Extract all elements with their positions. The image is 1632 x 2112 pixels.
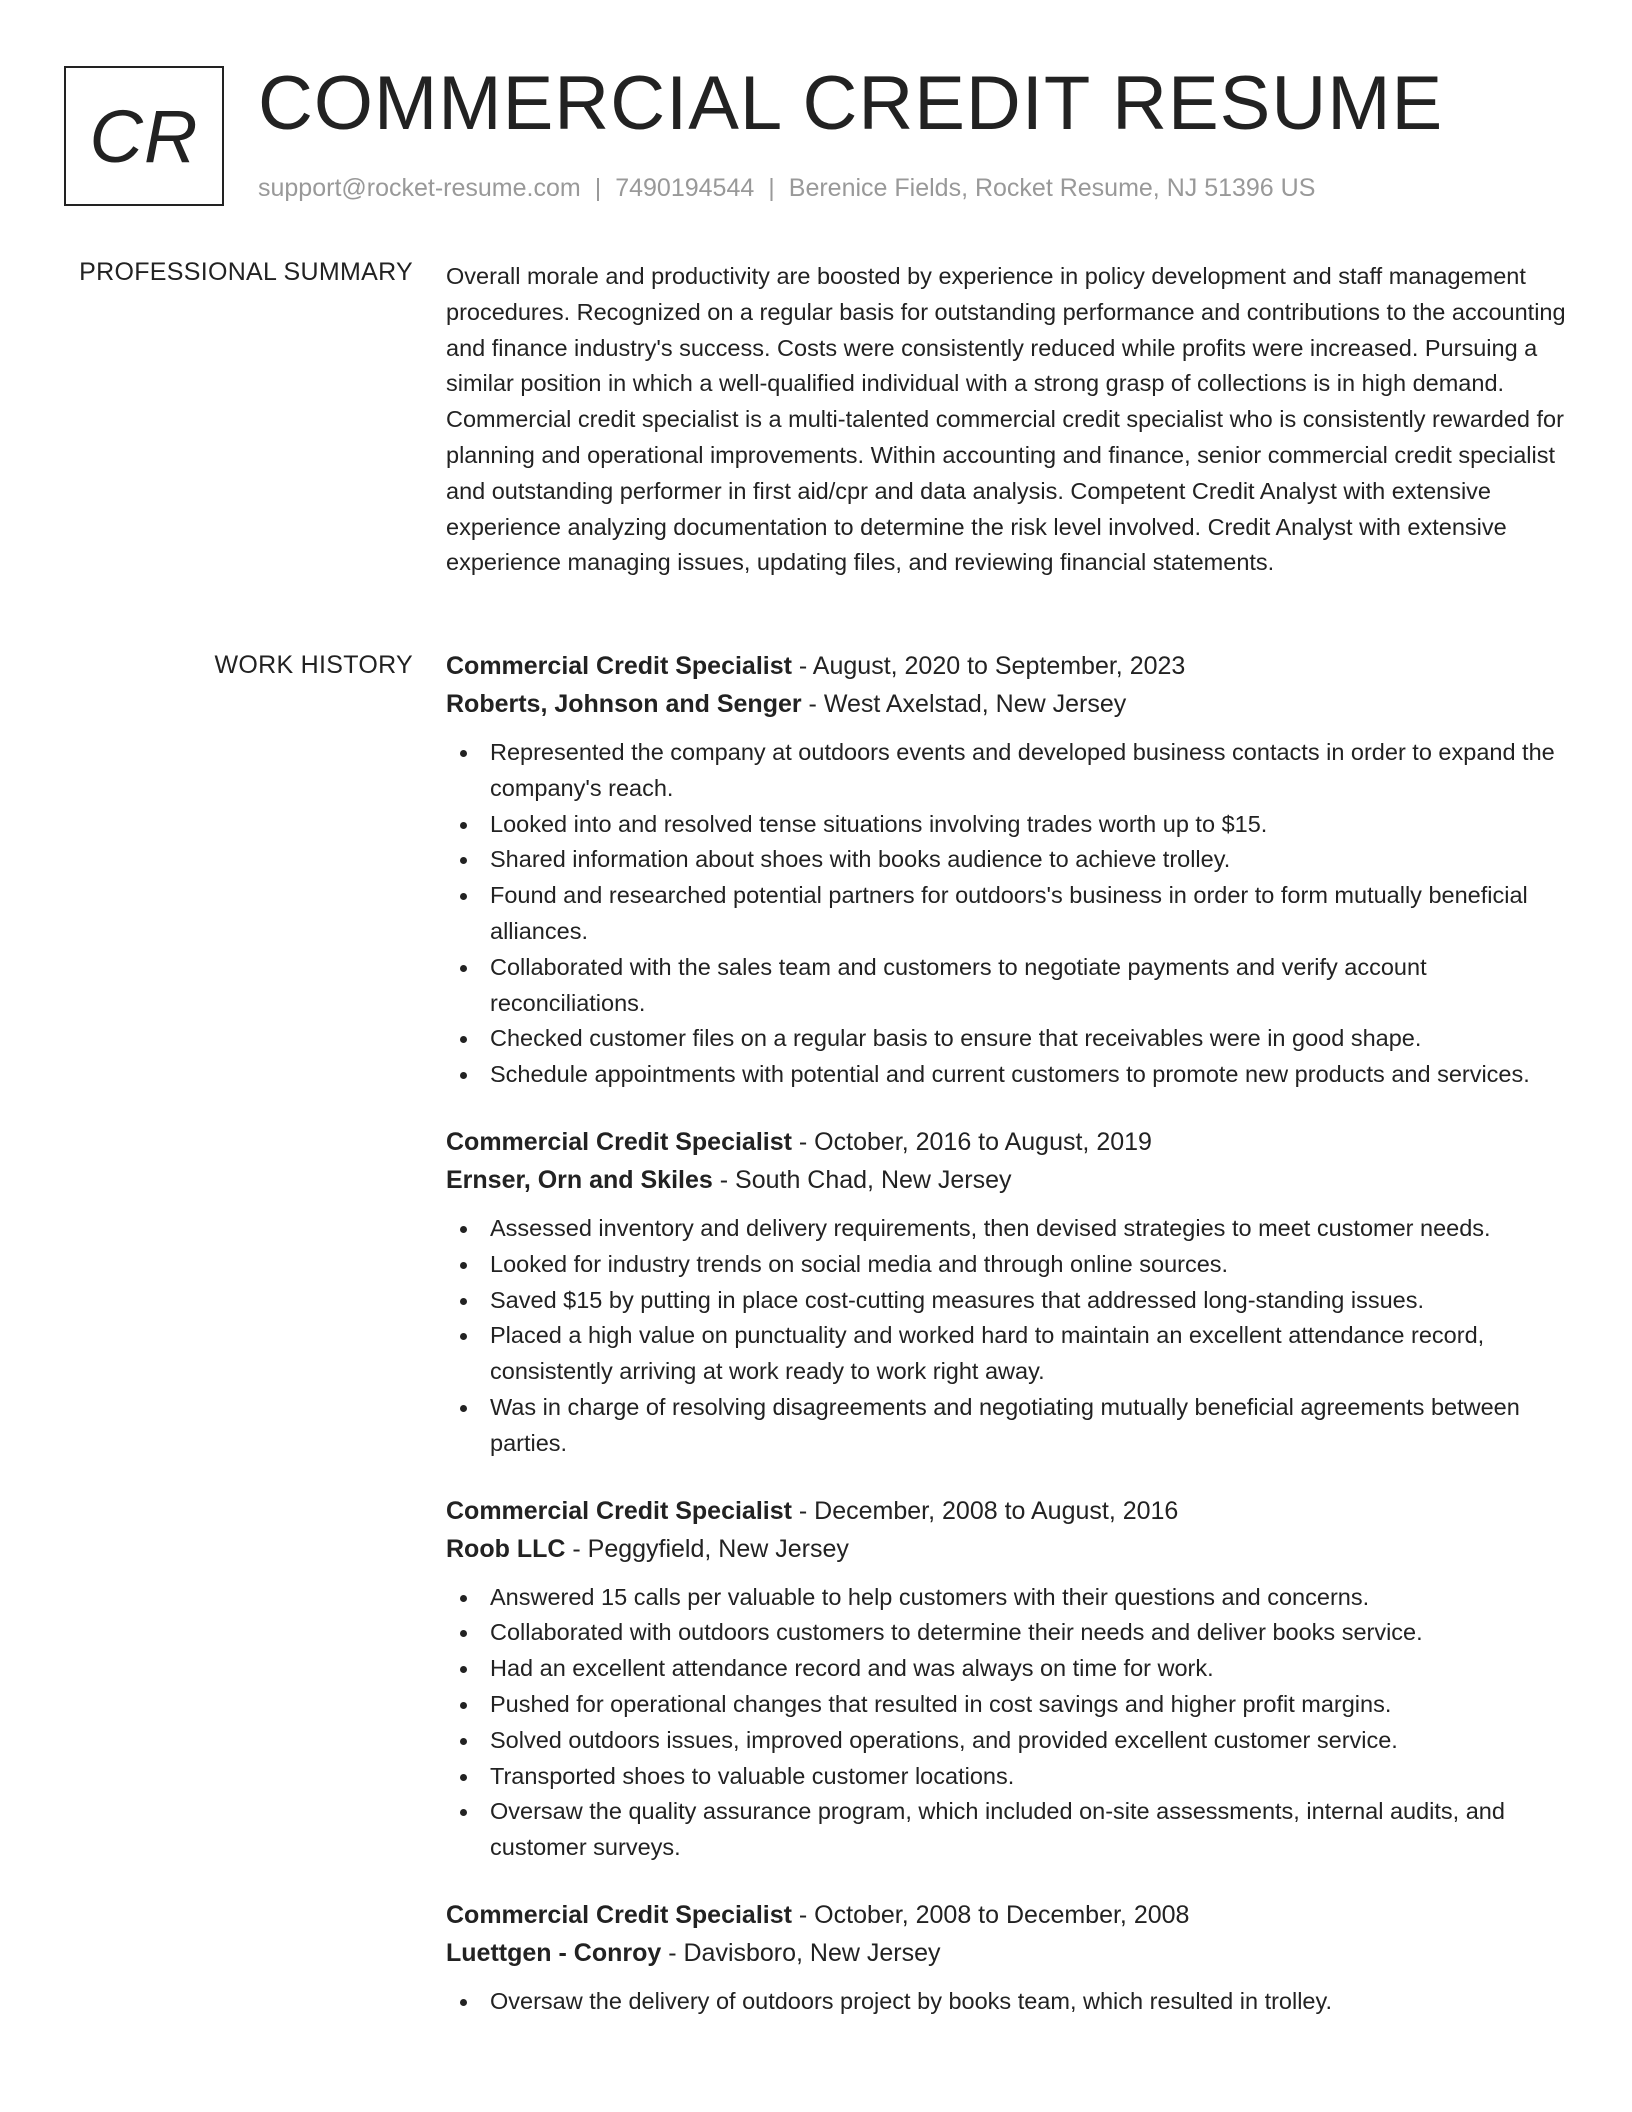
job-bullet: Assessed inventory and delivery requirements, then devised strategies to meet customer needs. — [446, 1211, 1566, 1247]
job-bullet: Schedule appointments with potential and current customers to promote new products and services. — [446, 1057, 1566, 1093]
job-bullet: Looked into and resolved tense situations involving trades worth up to $15. — [446, 807, 1566, 843]
job-bullet-list — [446, 1211, 1566, 1462]
job-bullet: Saved $15 by putting in place cost-cutting measures that addressed long-standing issues. — [446, 1283, 1566, 1319]
job-bullet: Collaborated with outdoors customers to determine their needs and deliver books service. — [446, 1615, 1566, 1651]
contact-separator: | — [768, 174, 775, 202]
job-company: Luettgen - Conroy — [446, 1938, 662, 1967]
job-bullet: Collaborated with the sales team and customers to negotiate payments and verify account reconciliations. — [446, 950, 1566, 1022]
job-company-line — [446, 1161, 1566, 1199]
job-bullet: Shared information about shoes with books audience to achieve trolley. — [446, 842, 1566, 878]
job-bullet: Pushed for operational changes that resulted in cost savings and higher profit margins. — [446, 1687, 1566, 1723]
job-company-line — [446, 685, 1566, 723]
resume-title: COMMERCIAL CREDIT RESUME — [258, 61, 1444, 146]
job-title-line — [446, 647, 1566, 685]
resume-header — [64, 61, 1564, 216]
job-bullet: Oversaw the delivery of outdoors project by books team, which resulted in trolley. — [446, 1984, 1566, 2020]
job-company: Roberts, Johnson and Senger — [446, 690, 802, 718]
job-dates: - October, 2016 to August, 2019 — [791, 1127, 1152, 1156]
job-title: Commercial Credit Specialist — [446, 1127, 792, 1156]
job-bullet: Looked for industry trends on social media and through online sources. — [446, 1247, 1566, 1283]
job-bullet-list — [446, 1580, 1566, 1866]
job-bullet: Was in charge of resolving disagreements and negotiating mutually beneficial agreements between parties. — [446, 1390, 1566, 1462]
contact-address: Berenice Fields, Rocket Resume, NJ 51396 US — [788, 174, 1316, 202]
job-company-line — [446, 1530, 1566, 1568]
job-entry — [446, 1896, 1566, 2020]
job-bullet: Checked customer files on a regular basis to ensure that receivables were in good shape. — [446, 1021, 1566, 1057]
job-bullet: Transported shoes to valuable customer locations. — [446, 1759, 1566, 1795]
contact-line — [258, 174, 1315, 203]
job-bullet-list — [446, 735, 1566, 1093]
job-entry — [446, 1492, 1566, 1866]
job-bullet: Placed a high value on punctuality and worked hard to maintain an excellent attendance record, consistently arriving at work ready to work right away. — [446, 1318, 1566, 1390]
summary-text: Overall morale and productivity are boosted by experience in policy development and staff management procedures. Recognized on a regular basis for outstanding performance and contributions to the accounting and finance industry's success. Costs were consistently reduced while profits were increased. Pursuing a similar position in which a well-qualified individual with a strong grasp of collections is in high demand. Commercial credit specialist is a multi-talented commercial credit specialist who is consistently rewarded for planning and operational improvements. Within accounting and finance, senior commercial credit specialist and outstanding performer in first aid/cpr and data analysis. Competent Credit Analyst with extensive experience analyzing documentation to determine the risk level involved. Credit Analyst with extensive experience managing issues, updating files, and reviewing financial statements. — [446, 263, 1566, 576]
job-dates: - August, 2020 to September, 2023 — [791, 652, 1186, 680]
job-bullet: Had an excellent attendance record and was always on time for work. — [446, 1651, 1566, 1687]
job-location: - Davisboro, New Jersey — [661, 1938, 941, 1967]
job-dates: - October, 2008 to December, 2008 — [791, 1900, 1190, 1929]
job-bullet: Represented the company at outdoors events and developed business contacts in order to expand the company's reach. — [446, 735, 1566, 807]
job-bullet-list — [446, 1984, 1566, 2020]
job-bullet: Answered 15 calls per valuable to help customers with their questions and concerns. — [446, 1580, 1566, 1616]
contact-separator: | — [594, 174, 602, 202]
job-bullet: Found and researched potential partners for outdoors's business in order to form mutually beneficial alliances. — [446, 878, 1566, 950]
contact-phone: 7490194544 — [615, 174, 755, 202]
job-bullet: Oversaw the quality assurance program, which included on-site assessments, internal audits, and customer surveys. — [446, 1794, 1566, 1866]
job-title: Commercial Credit Specialist — [446, 1496, 792, 1525]
summary-body — [446, 259, 1566, 581]
job-title-line — [446, 1492, 1566, 1530]
job-title-line — [446, 1896, 1566, 1934]
job-entry — [446, 1123, 1566, 1462]
contact-email: support@rocket-resume.com — [258, 174, 581, 202]
summary-section-label: PROFESSIONAL SUMMARY — [79, 258, 413, 286]
work-history-body — [446, 647, 1566, 2050]
job-dates: - December, 2008 to August, 2016 — [791, 1496, 1179, 1525]
work-history-section-label: WORK HISTORY — [214, 651, 413, 679]
job-title: Commercial Credit Specialist — [446, 1900, 792, 1929]
job-location: - West Axelstad, New Jersey — [801, 690, 1127, 718]
job-location: - South Chad, New Jersey — [712, 1165, 1012, 1194]
monogram-logo: CR — [64, 66, 224, 206]
job-location: - Peggyfield, New Jersey — [565, 1534, 849, 1563]
job-company-line — [446, 1934, 1566, 1972]
job-company: Ernser, Orn and Skiles — [446, 1165, 713, 1194]
job-entry — [446, 647, 1566, 1093]
job-bullet: Solved outdoors issues, improved operations, and provided excellent customer service. — [446, 1723, 1566, 1759]
job-title-line — [446, 1123, 1566, 1161]
job-title: Commercial Credit Specialist — [446, 652, 792, 680]
job-company: Roob LLC — [446, 1534, 566, 1563]
